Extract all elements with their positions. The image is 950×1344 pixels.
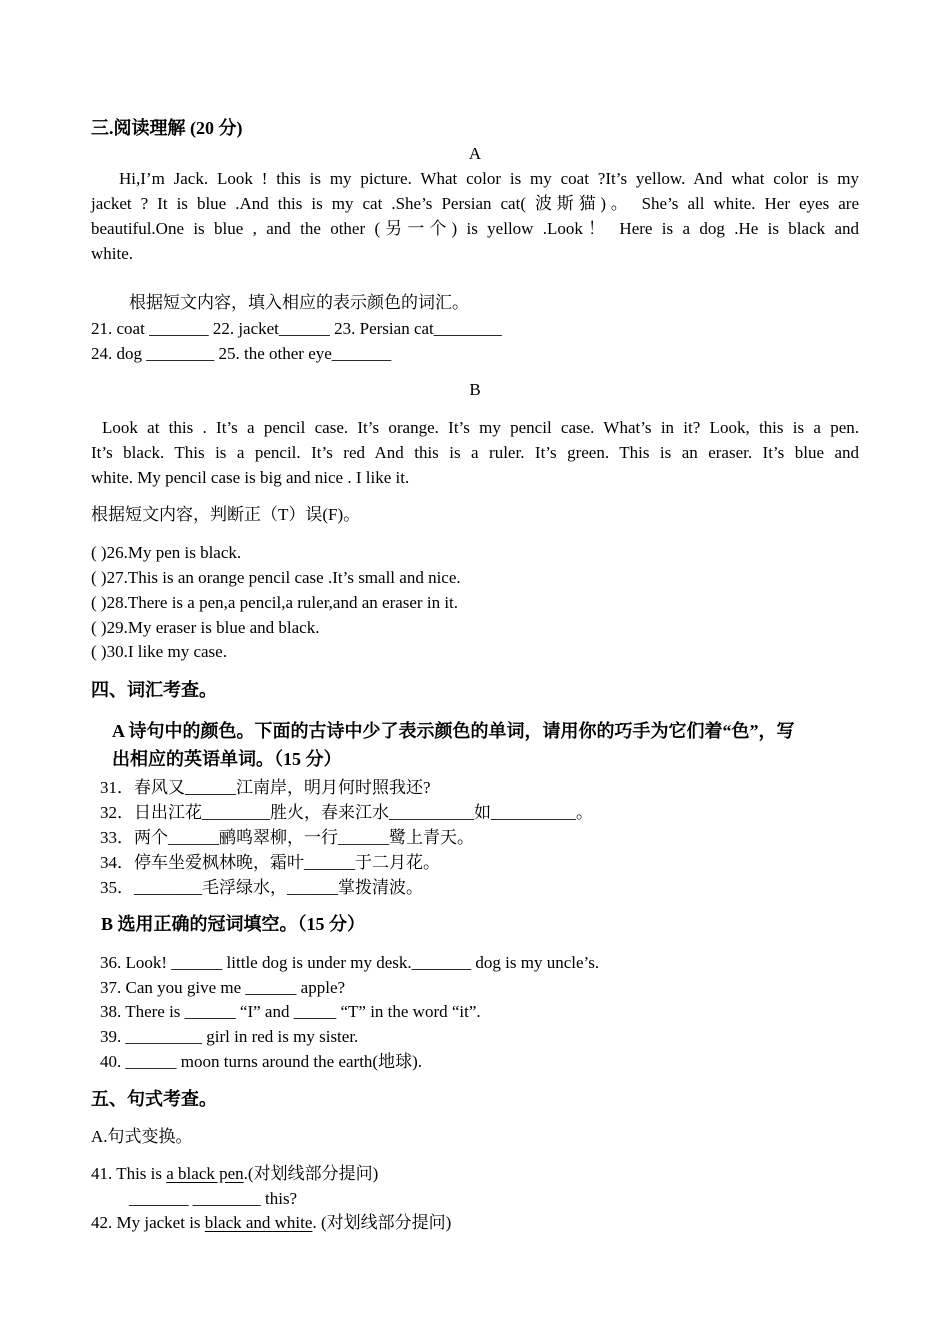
passage-a-line-3: beautiful.One is blue , and the other (另一个) is yellow .Look！ Here is a dog .He is black and bbox=[91, 219, 859, 238]
part-b-label: B bbox=[469, 380, 481, 399]
question-29: ( )29.My eraser is blue and black. bbox=[91, 618, 320, 637]
question-41-underlined: a black pen bbox=[166, 1164, 244, 1183]
question-42-suffix: . (对划线部分提问) bbox=[312, 1213, 452, 1232]
question-38: 38. There is ______ “I” and _____ “T” in the word “it”. bbox=[100, 1002, 481, 1021]
part-a-label: A bbox=[468, 144, 482, 163]
question-39: 39. _________ girl in red is my sister. bbox=[100, 1027, 359, 1046]
passage-a-line-4: white. bbox=[91, 244, 134, 263]
passage-b-line-2: It’s black. This is a pencil. It’s red And this is a ruler. It’s green. This is an eraser. It’s blue and bbox=[91, 443, 859, 462]
section5-part-a-label: A.句式变换。 bbox=[91, 1127, 193, 1146]
section4-heading: 四、词汇考查。 bbox=[91, 680, 217, 700]
question-27: ( )27.This is an orange pencil case .It’s small and nice. bbox=[91, 568, 461, 587]
section4-part-a-instruction-2: 出相应的英语单词。（15 分） bbox=[112, 749, 342, 769]
question-41-prefix: 41. This is bbox=[91, 1164, 167, 1183]
question-41-answer-line: _______ ________ this? bbox=[129, 1189, 298, 1208]
question-32: 32．日出江花________胜火，春来江水__________如__________。 bbox=[100, 803, 593, 822]
passage-b-line-1: Look at this . It’s a pencil case. It’s orange. It’s my pencil case. What’s in it? Look, this is a pen. bbox=[102, 418, 859, 437]
question-42 bbox=[91, 1210, 859, 1235]
section4-part-a-instruction-1: A 诗句中的颜色。下面的古诗中少了表示颜色的单词，请用你的巧手为它们着“色”，写 bbox=[112, 721, 795, 741]
passage-a-line-1: Hi,I’m Jack. Look ! this is my picture. What color is my coat ?It’s yellow. And what color is my bbox=[119, 169, 859, 188]
question-34: 34．停车坐爱枫林晚，霜叶______于二月花。 bbox=[100, 853, 440, 872]
part-a-instruction: 根据短文内容，填入相应的表示颜色的词汇。 bbox=[129, 293, 469, 312]
question-31: 31．春风又______江南岸，明月何时照我还? bbox=[100, 778, 431, 797]
question-37: 37. Can you give me ______ apple? bbox=[100, 978, 346, 997]
part-b-instruction: 根据短文内容，判断正（T）误(F)。 bbox=[91, 505, 361, 524]
question-42-underlined: black and white bbox=[204, 1213, 313, 1232]
question-41 bbox=[91, 1161, 859, 1186]
passage-a-line-2: jacket ? It is blue .And this is my cat .She’s Persian cat( 波斯猫)。 She’s all white. Her eyes are bbox=[91, 194, 859, 213]
question-40: 40. ______ moon turns around the earth(地球). bbox=[100, 1052, 422, 1071]
question-33: 33．两个______鹂鸣翠柳，一行______鹭上青天。 bbox=[100, 828, 474, 847]
passage-b-line-3: white. My pencil case is big and nice . I like it. bbox=[91, 468, 410, 487]
question-28: ( )28.There is a pen,a pencil,a ruler,and an eraser in it. bbox=[91, 593, 459, 612]
question-35: 35．________毛浮绿水，______掌拨清波。 bbox=[100, 878, 423, 897]
section4-part-b-instruction: B 选用正确的冠词填空。（15 分） bbox=[101, 914, 366, 934]
question-26: ( )26.My pen is black. bbox=[91, 543, 242, 562]
question-30: ( )30.I like my case. bbox=[91, 642, 227, 661]
section5-heading: 五、句式考查。 bbox=[91, 1089, 217, 1109]
question-41-suffix: .(对划线部分提问) bbox=[243, 1164, 379, 1183]
question-row-21-23: 21. coat _______ 22. jacket______ 23. Persian cat________ bbox=[91, 319, 502, 338]
section3-heading: 三.阅读理解 (20 分) bbox=[91, 118, 243, 138]
question-42-prefix: 42. My jacket is bbox=[91, 1213, 205, 1232]
question-row-24-25: 24. dog ________ 25. the other eye_______ bbox=[91, 344, 392, 363]
question-36: 36. Look! ______ little dog is under my desk._______ dog is my uncle’s. bbox=[100, 953, 600, 972]
